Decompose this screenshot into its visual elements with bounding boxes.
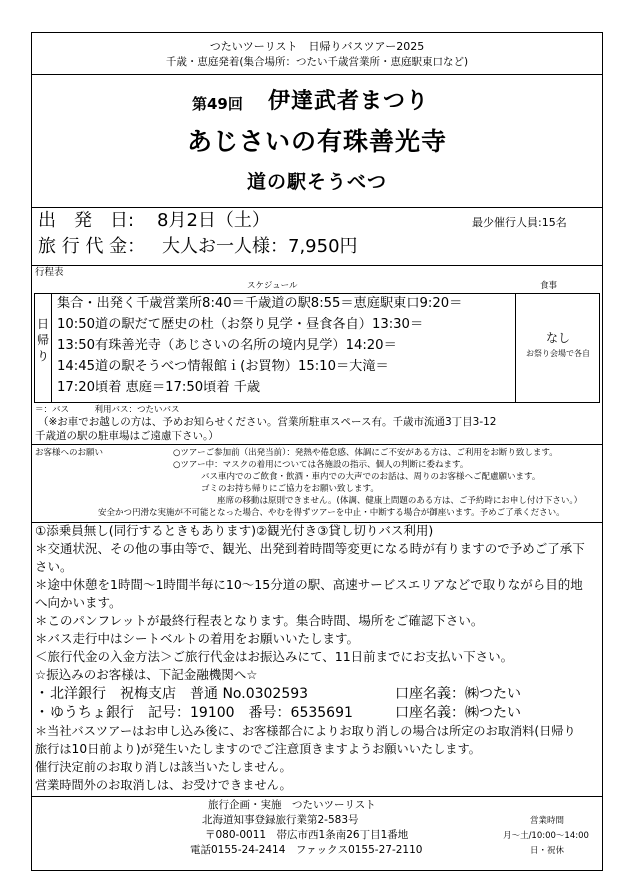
schedule-column-header: スケジュール	[247, 281, 298, 291]
note-line: ＊途中休憩を1時間～1時間半毎に10～15分道の駅、高速サービスエリアなどで取りながら目的地	[35, 577, 583, 592]
bank-account-holder: 口座名義：㈱つたい	[395, 686, 521, 702]
closed-days: 日・祝休	[529, 846, 564, 856]
note-line: ＜旅行代金の入金方法＞ご旅行代金はお振込みにて、11日前までにお支払い下さい。	[35, 649, 514, 664]
request-line: ○ツアー中：マスクの着用については各施設の指示、個人の判断に委ねます。	[173, 460, 469, 470]
bank-name: 北洋銀行 祝梅支店 普通 No.0302593	[50, 686, 309, 702]
min-participants: 最少催行人員:15名	[472, 216, 567, 229]
business-hours-title: 営業時間	[529, 816, 564, 826]
bank-bullet: ・	[35, 686, 49, 702]
schedule-line: 14:45道の駅そうべつ情報館ｉ(お買物）15:10＝大滝＝	[57, 359, 389, 374]
divider	[32, 796, 602, 797]
note-line: ☆振込みのお客様は、下記金融機関へ☆	[35, 667, 258, 682]
schedule-line: 集合・出発く千歳営業所8:40＝千歳道の駅8:55＝恵庭駅東口9:20＝	[57, 296, 463, 311]
meal-column-header: 食事	[540, 281, 558, 291]
request-line: 安全かつ円滑な実施が不可能となった場合、やむを得ずツアーを中止・中断する場合が御座います。予めご了承ください。	[98, 508, 565, 518]
price-value: 大人お一人様：7,950円	[162, 236, 358, 257]
car-note-line: 千歳道の駅の駐車場はご遠慮下さい。）	[35, 430, 219, 442]
divider	[32, 74, 602, 75]
edition-label: 第49回	[192, 95, 243, 113]
bank-bullet: ・	[35, 705, 49, 721]
column-divider	[515, 294, 516, 402]
note-line: へ向かいます。	[35, 595, 122, 610]
note-line: ＊交通状況、その他の事由等で、観光、出発到着時間等変更になる時が有りますので予めご了承下	[35, 541, 585, 556]
business-hours: 月～土/10:00～14:00	[503, 831, 589, 841]
footer-registration: 北海道知事登録旅行業第2-583号	[202, 814, 359, 826]
footer-address: 〒080-0011 帯広市西1条南26丁目1番地	[205, 829, 409, 841]
header-line-1: つたいツーリスト 日帰りバスツアー2025	[209, 40, 425, 53]
request-line: ゴミのお持ち帰りにご協力をお願い致します。	[201, 484, 379, 494]
request-line: 座席の移動は原則できません。(体調、健康上問題のある方は、ご予約時にお申し付け下さい。）	[217, 496, 583, 506]
schedule-section-label: 行程表	[35, 267, 64, 278]
price-label: 旅 行 代 金：	[38, 236, 146, 257]
note-line: ＊このパンフレットが最終行程表となります。集合時間、場所をご確認下さい。	[35, 613, 484, 628]
divider	[32, 265, 602, 266]
request-line: ○ツアーご参加前（出発当前）：発熱や倦怠感、体調にご不安がある方は、ご利用をお断り致します。	[173, 448, 558, 458]
meal-value: なし	[545, 331, 570, 345]
note-line: ①添乗員無し(同行するときもあります)②観光付き③貸し切りバス利用)	[35, 523, 434, 538]
departure-label: 出 発 日:	[38, 210, 135, 231]
divider	[32, 207, 602, 208]
schedule-line: 17:20頃着 恵庭＝17:50頃着 千歳	[57, 380, 261, 395]
legend: ＝：バス 利用バス：つたいバス	[35, 405, 180, 415]
note-line: さい。	[35, 559, 73, 574]
bank-name: ゆうちょ銀行 記号：19100 番号：6535691	[50, 705, 353, 721]
cancel-note-line: 営業時間外のお取消しは、お受けできません。	[35, 778, 292, 792]
event-title: 伊達武者まつり	[268, 89, 430, 114]
footer-phone: 電話0155-24-2414 ファックス0155-27-2110	[190, 844, 423, 856]
note-line: ＊バス走行中はシートベルトの着用をお願いいたします。	[35, 631, 360, 646]
flyer-frame	[31, 32, 603, 871]
departure-date: 8月2日（土）	[157, 210, 270, 231]
bank-account-holder: 口座名義：㈱つたい	[395, 705, 521, 721]
cancel-note-line: 旅行は10日前より)が発生いたしますのでご注意頂きますようお願いいたします。	[35, 742, 481, 756]
meal-note: お祭り会場で各自	[526, 349, 590, 358]
subtitle-temple: あじさいの有珠善光寺	[186, 127, 447, 156]
divider	[32, 444, 602, 445]
footer-company: 旅行企画・実施 つたいツーリスト	[208, 799, 376, 811]
subtitle-roadside-station: 道の駅そうべつ	[246, 171, 387, 193]
cancel-note-line: ＊当社バスツアーはお申し込み後に、お客様都合によりお取り消しの場合は所定のお取消料(日帰り	[35, 724, 576, 738]
requests-label: お客様へのお願い	[35, 448, 104, 458]
cancel-note-line: 催行決定前のお取り消しは該当いたしません。	[35, 760, 292, 774]
header-line-2: 千歳・恵庭発着(集合場所：つたい千歳営業所・恵庭駅東口など)	[165, 56, 469, 68]
schedule-table	[34, 293, 600, 403]
schedule-row-label: 日帰り	[37, 317, 50, 363]
schedule-line: 10:50道の駅だて歴史の杜（お祭り見学・昼食各自）13:30＝	[57, 317, 424, 332]
schedule-line: 13:50有珠善光寺（あじさいの名所の境内見学）14:20＝	[57, 338, 397, 353]
column-divider	[51, 294, 52, 402]
request-line: バス車内でのご飲食・飲酒・車内での大声でのお話は、周りのお客様へご配慮願います。	[201, 472, 541, 482]
car-note-line: （※お車でお越しの方は、予めお知らせください。営業所駐車スペース有。千歳市流通3丁目3-12	[38, 416, 497, 428]
